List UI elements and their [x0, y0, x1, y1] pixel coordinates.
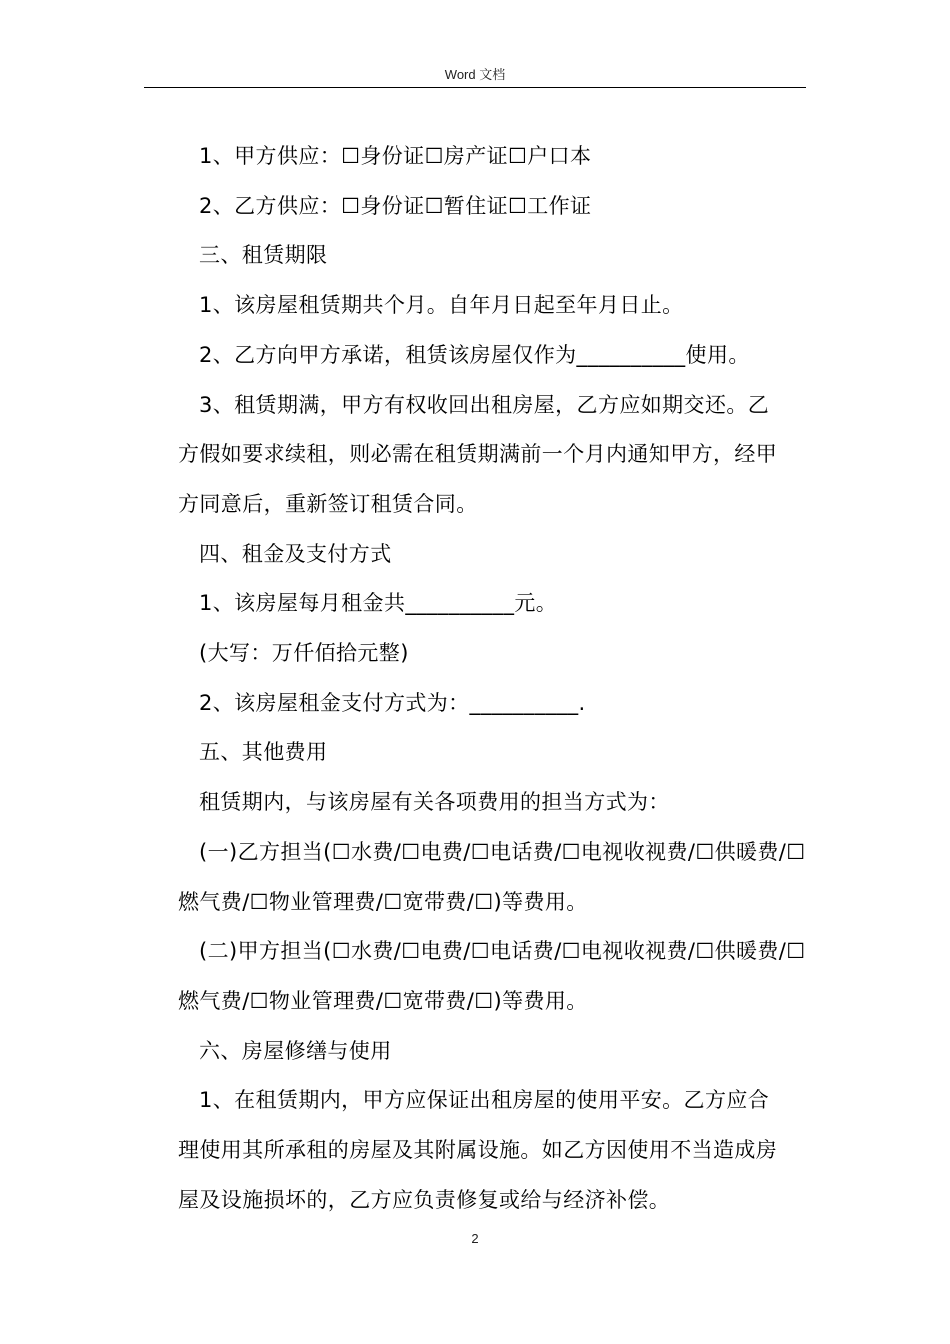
body-line: 1、在租赁期内，甲方应保证出租房屋的使用平安。乙方应合 — [199, 1088, 770, 1113]
body-line: 2、该房屋租金支付方式为：__________. — [199, 690, 586, 715]
body-line: 方假如要求续租，则必需在租赁期满前一个月内通知甲方，经甲 — [178, 442, 778, 467]
body-line: 1、该房屋每月租金共__________元。 — [199, 591, 558, 616]
body-line: (二)甲方担当(☐水费/☐电费/☐电话费/☐电视收视费/☐供暖费/☐ — [199, 939, 806, 964]
body-line: 燃气费/☐物业管理费/☐宽带费/☐)等费用。 — [178, 988, 588, 1013]
header-divider — [144, 87, 806, 88]
page-header: Word 文档 — [444, 67, 506, 82]
body-line: 2、乙方供应：☐身份证☐暂住证☐工作证 — [199, 193, 592, 218]
body-line: 燃气费/☐物业管理费/☐宽带费/☐)等费用。 — [178, 889, 588, 914]
body-line: 租赁期内，与该房屋有关各项费用的担当方式为： — [199, 790, 670, 815]
page-number: 2 — [471, 1231, 479, 1246]
body-line: 理使用其所承租的房屋及其附属设施。如乙方因使用不当造成房 — [178, 1138, 778, 1163]
body-line: 1、甲方供应：☐身份证☐房产证☐户口本 — [199, 144, 592, 168]
body-line: 方同意后，重新签订租赁合同。 — [178, 491, 478, 516]
body-line: (一)乙方担当(☐水费/☐电费/☐电话费/☐电视收视费/☐供暖费/☐ — [199, 839, 806, 864]
section-heading: 四、租金及支付方式 — [199, 541, 392, 566]
section-heading: 六、房屋修缮与使用 — [199, 1038, 392, 1063]
body-line: (大写：万仟佰拾元整) — [199, 641, 409, 666]
body-line: 3、租赁期满，甲方有权收回出租房屋，乙方应如期交还。乙 — [199, 392, 770, 417]
body-line: 屋及设施损坏的，乙方应负责修复或给与经济补偿。 — [178, 1187, 671, 1212]
section-heading: 五、其他费用 — [199, 740, 328, 765]
section-heading: 三、租赁期限 — [199, 243, 328, 268]
body-line: 2、乙方向甲方承诺，租赁该房屋仅作为__________使用。 — [199, 342, 750, 367]
body-line: 1、该房屋租赁期共个月。自年月日起至年月日止。 — [199, 293, 684, 318]
document-body — [178, 132, 806, 1225]
